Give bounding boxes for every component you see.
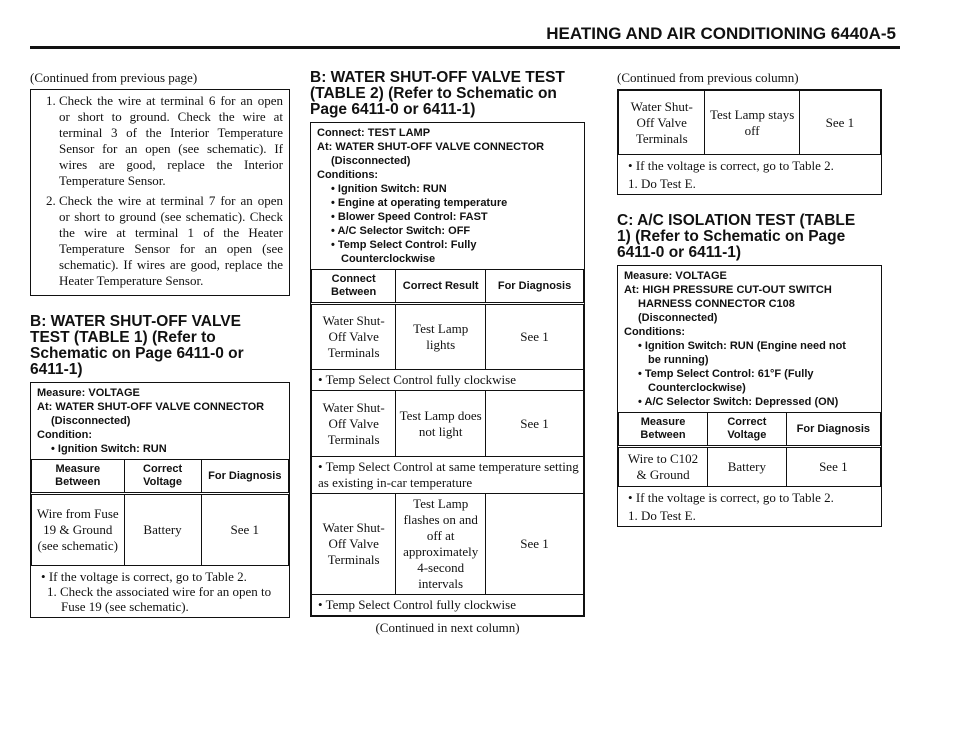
table-cell: Water Shut-Off Valve Terminals — [312, 494, 396, 595]
at-sub: HARNESS CONNECTOR C108 — [638, 298, 795, 310]
table-row — [619, 91, 881, 155]
table-cell: Water Shut-Off Valve Terminals — [312, 391, 396, 457]
condition-item: • Ignition Switch: RUN — [331, 183, 447, 195]
table-row — [312, 595, 584, 616]
table-row — [32, 494, 289, 566]
list-item: 2. Check the wire at terminal 7 for an open or short to ground (see schematic). Check the wire at terminal 1 of the Heater Temperature Sensor for an open (see schematic). If wires are good, replace the Heater Temperature Sensor. — [59, 193, 283, 289]
table-cell: Test Lamp does not light — [396, 391, 486, 457]
table-header: Measure Between — [619, 413, 708, 447]
continued-next: (Continued in next column) — [375, 620, 520, 635]
data-table — [618, 412, 881, 487]
test-box — [617, 265, 882, 527]
table-header: Correct Voltage — [124, 460, 201, 494]
table-row — [312, 391, 584, 457]
condition-item-cont: Counterclockwise) — [648, 382, 746, 394]
note-step: 1. Do Test E. — [628, 508, 696, 523]
at-label: At: HIGH PRESSURE CUT-OUT SWITCH — [624, 284, 832, 296]
data-table — [618, 90, 881, 155]
notes — [31, 566, 289, 617]
table-cell: See 1 — [786, 447, 880, 487]
condition-item: • Ignition Switch: RUN — [51, 443, 167, 455]
column-1 — [30, 70, 290, 618]
condition-item: • Temp Select Control: Fully — [331, 239, 477, 251]
table-header-row — [619, 413, 881, 447]
table-cell: See 1 — [799, 91, 880, 155]
at-label: At: WATER SHUT-OFF VALVE CONNECTOR — [317, 141, 545, 153]
data-table — [311, 269, 584, 616]
table-cell: Battery — [708, 447, 787, 487]
continued-note: (Continued from previous column) — [617, 70, 799, 85]
conditions — [311, 123, 584, 269]
note-bullet: • If the voltage is correct, go to Table 2. — [41, 569, 247, 584]
table-row — [312, 370, 584, 391]
measure-label: Measure: VOLTAGE — [37, 387, 140, 399]
table-row — [312, 457, 584, 494]
condition-item-cont: Counterclockwise — [341, 253, 436, 265]
page-header — [30, 24, 900, 49]
note-step: 1. Check the associated wire for an open to Fuse 19 (see schematic). — [47, 584, 272, 614]
page-title: HEATING AND AIR CONDITIONING 6440A-5 — [546, 24, 896, 43]
notes — [618, 155, 881, 194]
note-bullet: • If the voltage is correct, go to Table 2. — [628, 490, 834, 505]
measure-label: Measure: VOLTAGE — [624, 270, 727, 282]
table-header-row — [32, 460, 289, 494]
table-cell: Test Lamp stays off — [705, 91, 799, 155]
table-cell: Wire to C102 & Ground — [619, 447, 708, 487]
column-3 — [617, 70, 882, 527]
table-header: For Diagnosis — [486, 270, 584, 304]
table-header: Connect Between — [312, 270, 396, 304]
condition-item: • Ignition Switch: RUN (Engine need not — [638, 340, 846, 352]
condition-item-cont: be running) — [648, 354, 709, 366]
condition-item: • Engine at operating temperature — [331, 197, 508, 209]
table-header-row — [312, 270, 584, 304]
conditions-label: Conditions: — [317, 169, 379, 181]
table-row — [619, 447, 881, 487]
data-table — [31, 459, 289, 566]
table-cell: See 1 — [201, 494, 288, 566]
section-heading: B: WATER SHUT-OFF VALVE TEST (TABLE 2) (Refer to Schematic on Page 6411-0 or 6411-1) — [310, 69, 565, 118]
condition-item: • A/C Selector Switch: Depressed (ON) — [638, 396, 839, 408]
table-cell: Battery — [124, 494, 201, 566]
test-box — [30, 382, 290, 618]
at-label: At: WATER SHUT-OFF VALVE CONNECTOR — [37, 401, 265, 413]
table-header: Measure Between — [32, 460, 125, 494]
table-cell: Test Lamp lights — [396, 304, 486, 370]
note-text: If the voltage is correct, go to Table 2. — [635, 158, 834, 173]
steps-list — [33, 93, 283, 289]
steps-box — [30, 89, 290, 296]
note-text: If the voltage is correct, go to Table 2. — [635, 490, 834, 505]
condition-label: Condition: — [37, 429, 92, 441]
table-cell: See 1 — [486, 494, 584, 595]
continued-note: (Continued from previous page) — [30, 70, 198, 85]
table-row — [312, 494, 584, 595]
table-header: For Diagnosis — [201, 460, 288, 494]
test-box — [310, 122, 585, 617]
table-cell: See 1 — [486, 304, 584, 370]
table-header: Correct Voltage — [708, 413, 787, 447]
note-step: 1. Do Test E. — [628, 176, 696, 191]
table-cell: Wire from Fuse 19 & Ground (see schematic) — [32, 494, 125, 566]
continued-box — [617, 89, 882, 195]
conditions-label: Conditions: — [624, 326, 686, 338]
note-text: If the voltage is correct, go to Table 2. — [48, 569, 247, 584]
conditions — [618, 266, 881, 412]
table-header: For Diagnosis — [786, 413, 880, 447]
column-2 — [310, 70, 585, 636]
at-sub: (Disconnected) — [638, 312, 718, 324]
at-sub: (Disconnected) — [51, 415, 131, 427]
condition-item: • Temp Select Control: 61°F (Fully — [638, 368, 814, 380]
table-cell-span: • Temp Select Control at same temperature setting as existing in-car temperature — [312, 457, 584, 494]
note-bullet: • If the voltage is correct, go to Table 2. — [628, 158, 834, 173]
notes — [618, 487, 881, 526]
table-cell: Water Shut-Off Valve Terminals — [619, 91, 705, 155]
condition-item: • A/C Selector Switch: OFF — [331, 225, 471, 237]
connect-label: Connect: TEST LAMP — [317, 127, 431, 139]
conditions — [31, 383, 289, 459]
table-cell: See 1 — [486, 391, 584, 457]
at-sub: (Disconnected) — [331, 155, 411, 167]
table-cell-span: • Temp Select Control fully clockwise — [312, 595, 584, 616]
table-header: Correct Result — [396, 270, 486, 304]
table-cell-span: • Temp Select Control fully clockwise — [312, 370, 584, 391]
table-cell: Test Lamp flashes on and off at approximately 4-second intervals — [396, 494, 486, 595]
section-heading: B: WATER SHUT-OFF VALVE TEST (TABLE 1) (Refer to Schematic on Page 6411-0 or 6411-1) — [30, 313, 244, 378]
list-item: 1. Check the wire at terminal 6 for an open or short to ground. Check the wire at terminal 3 of the Interior Temperature Sensor for an open (see schematic). If wires are good, replace the Interior Temperature Sensor. — [59, 93, 283, 189]
section-heading: C: A/C ISOLATION TEST (TABLE 1) (Refer to Schematic on Page 6411-0 or 6411-1) — [617, 212, 856, 261]
condition-item: • Blower Speed Control: FAST — [331, 211, 488, 223]
table-cell: Water Shut-Off Valve Terminals — [312, 304, 396, 370]
table-row — [312, 304, 584, 370]
